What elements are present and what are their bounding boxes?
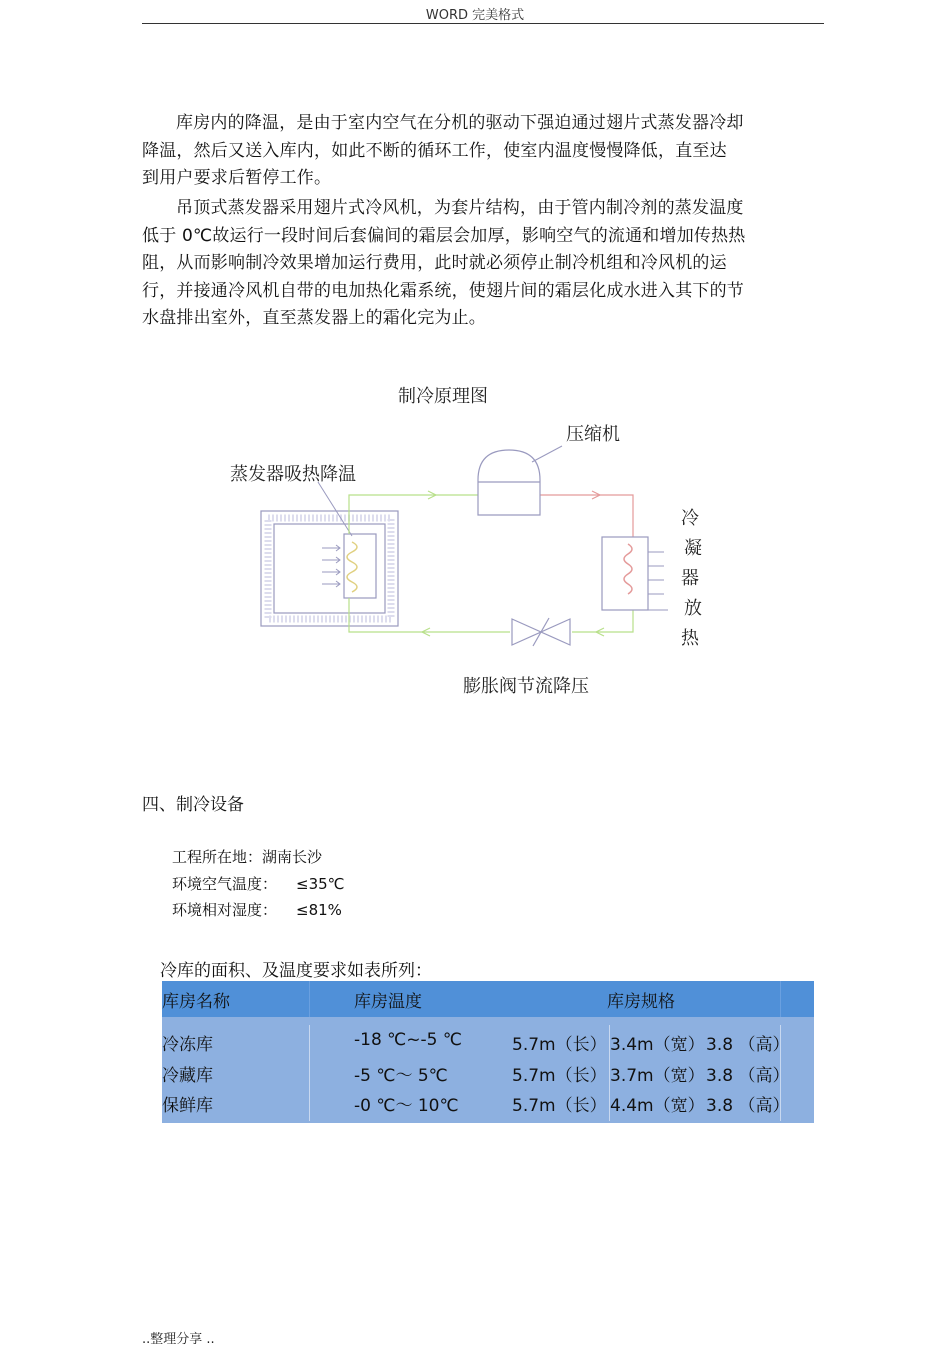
table-cell-width: 4.4m（宽）	[610, 1096, 705, 1116]
return-line	[349, 598, 510, 632]
page-header: WORD 完美格式	[425, 8, 525, 23]
condenser-label-char: 冷	[681, 508, 699, 529]
diagram-title: 制冷原理图	[398, 386, 488, 407]
evaporator-label: 蒸发器吸热降温	[230, 464, 356, 485]
table-header-cell: 库房规格	[607, 992, 675, 1012]
condenser-coil	[624, 544, 632, 594]
info-row	[172, 846, 322, 867]
evaporator-coil	[347, 542, 357, 592]
info-value: 湖南长沙	[262, 848, 323, 866]
section-title: 四、制冷设备	[142, 795, 244, 815]
table-cell-length: 5.7m（长）	[512, 1066, 607, 1086]
info-key: 环境相对湿度：	[172, 901, 278, 919]
condenser-label-char: 凝	[684, 538, 702, 559]
heat-release-arrows	[648, 552, 664, 594]
info-row	[172, 899, 342, 920]
table-cell-temp: -0 ℃～ 10℃	[354, 1096, 459, 1116]
compressor-leader-line	[532, 446, 562, 462]
evaporator-leader-line	[318, 482, 352, 536]
page-footer: ..整理分享 ..	[142, 1332, 215, 1347]
table-cell-length: 5.7m（长）	[512, 1035, 607, 1055]
paragraph-line: 吊顶式蒸发器采用翅片式冷风机，为套片结构，由于管内制冷剂的蒸发温度	[176, 198, 744, 218]
paragraph-line: 低于 0℃故运行一段时间后套偏间的霜层会加厚，影响空气的流通和增加传热热	[142, 225, 746, 246]
info-value: ≤81%	[296, 901, 342, 919]
table-cell-temp: -18 ℃~-5 ℃	[354, 1030, 462, 1050]
table-cell-height: 3.8 （高）	[706, 1096, 790, 1116]
table-intro: 冷库的面积、及温度要求如表所列：	[160, 961, 432, 981]
info-row	[172, 873, 345, 894]
table-cell-temp: -5 ℃～ 5℃	[354, 1066, 448, 1086]
condenser-label-char: 放	[684, 598, 702, 619]
refrigeration-diagram	[0, 370, 950, 710]
paragraph-cooling	[142, 110, 782, 193]
compressor-label: 压缩机	[566, 424, 620, 445]
table-cell-width: 3.7m（宽）	[610, 1066, 705, 1086]
column-divider	[309, 1025, 310, 1121]
paragraph-line: 到用户要求后暂停工作。	[142, 168, 332, 188]
table-header-row	[162, 981, 814, 1017]
condenser-label-char: 热	[681, 628, 699, 649]
info-key: 环境空气温度：	[172, 875, 278, 893]
table-cell-name: 冷藏库	[162, 1066, 213, 1086]
table-cell-name: 冷冻库	[162, 1035, 213, 1055]
table-cell-height: 3.8 （高）	[706, 1035, 790, 1055]
storage-spec-table	[162, 981, 814, 1123]
evaporator-box	[344, 534, 376, 598]
paragraph-line: 阻，从而影响制冷效果增加运行费用，此时就必须停止制冷机组和冷风机的运	[142, 253, 727, 273]
column-divider	[780, 981, 781, 1017]
paragraph-line: 库房内的降温，是由于室内空气在分机的驱动下强迫通过翅片式蒸发器冷却	[176, 113, 744, 133]
valve-label: 膨胀阀节流降压	[463, 676, 589, 697]
condenser-box	[602, 537, 648, 610]
cold-room-insulation	[268, 518, 391, 619]
paragraph-line: 降温，然后又送入库内，如此不断的循环工作，使室内温度慢慢降低，直至达	[142, 140, 727, 161]
info-value: ≤35℃	[296, 875, 345, 893]
paragraph-line: 水盘排出室外，直至蒸发器上的霜化完为止。	[142, 308, 486, 328]
discharge-line	[540, 495, 633, 537]
airflow-arrows	[322, 545, 340, 587]
column-divider	[309, 981, 310, 1017]
expansion-valve-icon	[512, 618, 570, 646]
paragraph-defrost	[142, 195, 782, 333]
cold-room-inner	[274, 524, 385, 613]
header-divider	[142, 23, 824, 24]
cold-room-outer	[261, 511, 398, 626]
condenser-label-char: 器	[681, 568, 699, 589]
table-header-cell: 库房名称	[162, 992, 230, 1012]
paragraph-line: 行，并接通冷风机自带的电加热化霜系统，使翅片间的霜层化成水进入其下的节	[142, 280, 744, 301]
table-header-cell: 库房温度	[354, 992, 422, 1012]
table-cell-height: 3.8 （高）	[706, 1066, 790, 1086]
info-key: 工程所在地：	[172, 848, 263, 866]
table-cell-name: 保鲜库	[162, 1096, 213, 1116]
table-cell-length: 5.7m（长）	[512, 1096, 607, 1116]
table-cell-width: 3.4m（宽）	[610, 1035, 705, 1055]
